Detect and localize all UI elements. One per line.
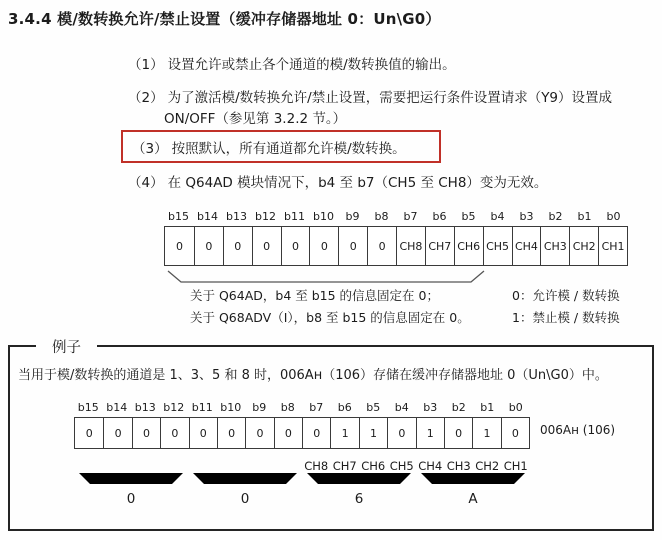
bit-value-cell: 0	[160, 418, 188, 448]
example-bit-header-row	[74, 401, 530, 415]
bit-header-label: b15	[77, 401, 99, 414]
channel-label: CH5	[389, 459, 414, 473]
bit-value-cell: 1	[330, 418, 358, 448]
bit-value-cell: 0	[387, 418, 415, 448]
bit-header-label: b5	[366, 401, 381, 414]
register-bit-header-row	[164, 210, 628, 224]
bit-value-cell: 0	[189, 418, 217, 448]
bit-header-label: b13	[134, 401, 156, 414]
hex-digit: A	[468, 491, 478, 507]
bit-header-label: b0	[508, 401, 523, 414]
paragraph-2-line2: ON/OFF（参见第 3.2.2 节。）	[164, 111, 347, 127]
paragraph-4	[128, 171, 547, 191]
paragraph-3-text: 按照默认，所有通道都允许模/数转换。	[171, 140, 406, 157]
example-box-label: 例子	[36, 336, 97, 357]
bit-value-cell: 0	[444, 418, 472, 448]
hex-digit: 0	[240, 491, 250, 507]
hex-digit: 6	[354, 491, 364, 507]
channel-label: CH2	[475, 459, 500, 473]
bit-cell: CH4	[512, 227, 541, 265]
register-bit-cell-row	[164, 226, 628, 266]
bit-header-label: b2	[548, 210, 563, 223]
channel-label: CH6	[361, 459, 386, 473]
bit-cell: CH8	[396, 227, 425, 265]
bit-value-cell: 0	[217, 418, 245, 448]
paragraph-4-text: 在 Q64AD 模块情况下，b4 至 b7（CH5 至 CH8）变为无效。	[167, 175, 548, 191]
hex-digit-row	[74, 491, 530, 507]
bit-cell: CH1	[598, 227, 627, 265]
bit-value-cell: 1	[359, 418, 387, 448]
bit-cell: CH5	[483, 227, 512, 265]
bit-value-cell: 0	[103, 418, 131, 448]
paragraph-3	[123, 137, 406, 157]
bit-header-label: b6	[337, 401, 352, 414]
bit-header-label: b4	[490, 210, 505, 223]
bit-header-label: b3	[423, 401, 438, 414]
bit-header-label: b10	[220, 401, 242, 414]
paragraph-3-number: （3）	[132, 140, 168, 157]
channel-label: CH4	[418, 459, 443, 473]
bit-cell: 0	[223, 227, 252, 265]
paragraph-1-number: （1）	[128, 57, 164, 73]
paragraph-2-text: 为了激活模/数转换允许/禁止设置，需要把运行条件设置请求（Y9）设置成	[167, 90, 613, 106]
bit-value-cell: 0	[85, 426, 93, 440]
channel-label: CH7	[332, 459, 357, 473]
bit-header-label: b11	[191, 401, 213, 414]
bit-cell: 0	[367, 227, 396, 265]
bit-cell: 0	[338, 227, 367, 265]
bit-header-label: b1	[480, 401, 495, 414]
bit-header-label: b0	[606, 210, 621, 223]
bit-cell: CH2	[569, 227, 598, 265]
channel-label: CH8	[304, 459, 329, 473]
bit-header-label: b14	[197, 210, 218, 223]
bit-header-label: b7	[403, 210, 418, 223]
bit-header-label: b8	[374, 210, 389, 223]
bit-header-label: b7	[309, 401, 324, 414]
note-q64ad: 关于 Q64AD，b4 至 b15 的信息固定在 0；	[190, 288, 439, 303]
hex-value-label: 006Aʜ (106)	[540, 423, 616, 437]
register-brace	[164, 269, 504, 285]
bit-cell: 0	[252, 227, 281, 265]
bit-header-label: b6	[432, 210, 447, 223]
bit-cell: CH6	[454, 227, 483, 265]
nibble-braces	[74, 471, 530, 487]
paragraph-4-number: （4）	[128, 175, 164, 191]
bit-header-label: b15	[168, 210, 189, 223]
bit-header-label: b9	[345, 210, 360, 223]
bit-cell: 0	[175, 239, 183, 253]
bit-cell: 0	[281, 227, 310, 265]
section-title: 3.4.4 模/数转换允许/禁止设置（缓冲存储器地址 0：Un\G0）	[8, 10, 441, 28]
legend-enable: 0：允许模 / 数转换	[512, 288, 620, 303]
hex-digit: 0	[126, 491, 136, 507]
paragraph-2-line1	[128, 86, 612, 106]
paragraph-1	[128, 53, 456, 73]
bit-value-cell: 0	[501, 418, 529, 448]
register-bit-table	[164, 210, 628, 266]
channel-label: CH3	[446, 459, 471, 473]
bit-header-label: b10	[313, 210, 334, 223]
bit-cell: 0	[194, 227, 223, 265]
example-bit-value-row	[74, 417, 530, 449]
bit-value-cell: 0	[245, 418, 273, 448]
example-bit-table	[74, 401, 530, 449]
bit-header-label: b1	[577, 210, 592, 223]
bit-header-label: b5	[461, 210, 476, 223]
bit-value-cell: 0	[302, 418, 330, 448]
bit-header-label: b9	[252, 401, 267, 414]
highlight-box	[121, 130, 441, 163]
paragraph-1-text: 设置允许或禁止各个通道的模/数转换值的输出。	[167, 57, 456, 73]
bit-value-cell: 0	[274, 418, 302, 448]
example-box	[8, 340, 654, 531]
paragraph-2-number: （2）	[128, 90, 164, 106]
bit-header-label: b8	[280, 401, 295, 414]
bit-value-cell: 1	[416, 418, 444, 448]
bit-value-cell: 0	[132, 418, 160, 448]
bit-value-cell: 1	[472, 418, 500, 448]
example-description: 当用于模/数转换的通道是 1、3、5 和 8 时，006Aʜ（106）存储在缓冲存储器地址 0（Un\G0）中。	[18, 368, 608, 383]
bit-header-label: b13	[226, 210, 247, 223]
note-q68adv: 关于 Q68ADV（I），b8 至 b15 的信息固定在 0。	[190, 310, 470, 325]
legend-disable: 1：禁止模 / 数转换	[512, 310, 620, 325]
bit-header-label: b12	[163, 401, 185, 414]
bit-cell: 0	[309, 227, 338, 265]
bit-header-label: b11	[284, 210, 305, 223]
bit-header-label: b2	[451, 401, 466, 414]
bit-header-label: b4	[394, 401, 409, 414]
bit-cell: CH7	[425, 227, 454, 265]
channel-label: CH1	[503, 459, 528, 473]
bit-cell: CH3	[540, 227, 569, 265]
bit-header-label: b12	[255, 210, 276, 223]
bit-header-label: b3	[519, 210, 534, 223]
bit-header-label: b14	[106, 401, 128, 414]
